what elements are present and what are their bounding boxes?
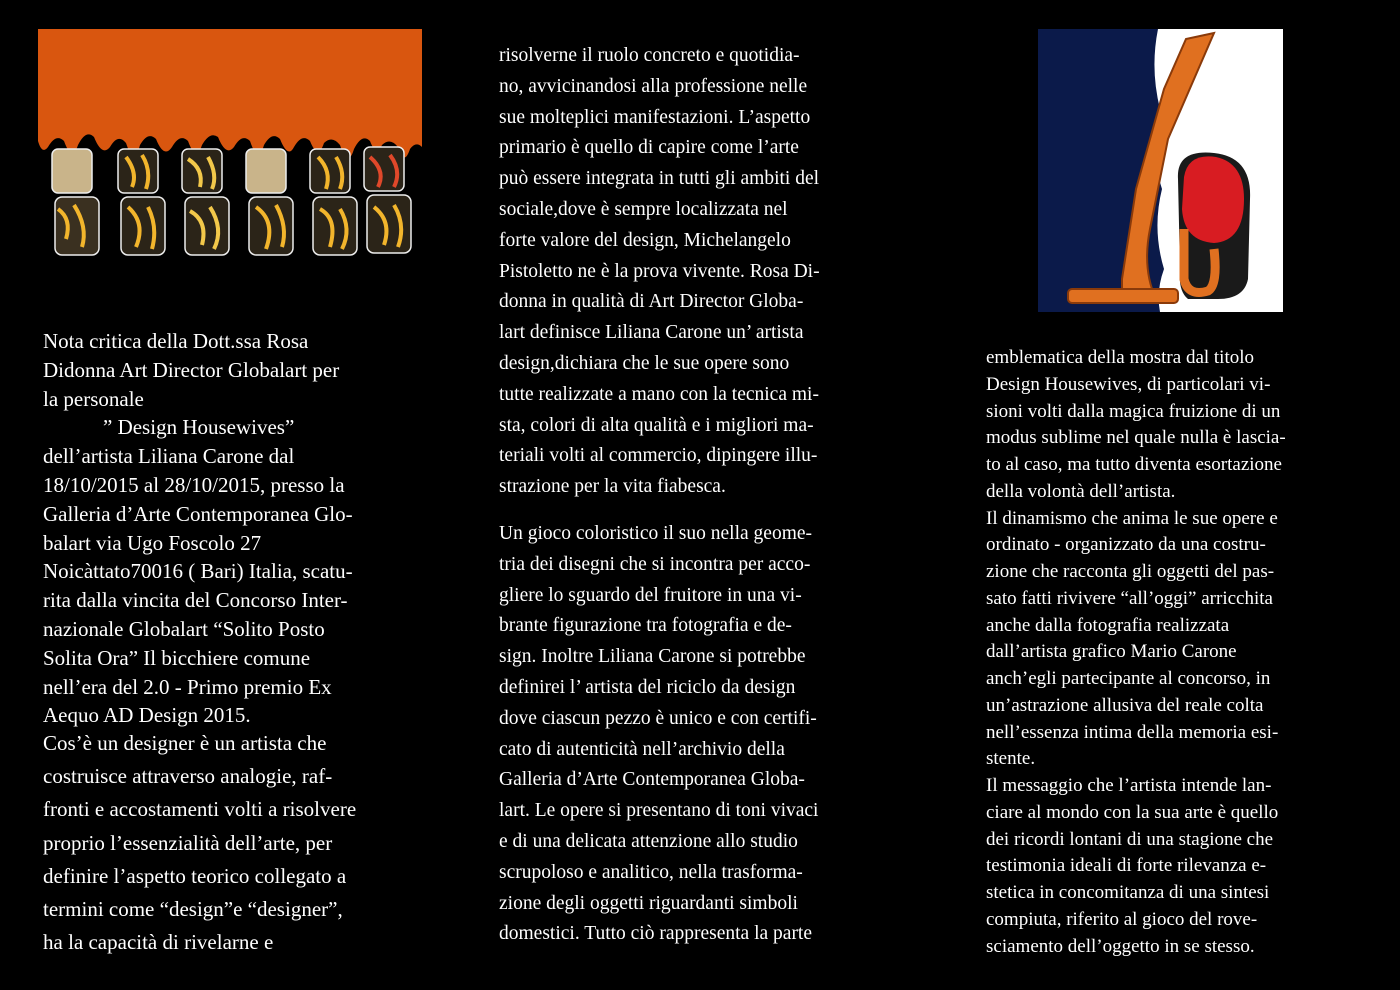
text-line: sciamento dell’oggetto in se stesso.	[986, 935, 1255, 957]
text-line: to al caso, ma tutto diventa esortazione	[986, 454, 1282, 475]
text-line: scrupoloso e analitico, nella trasforma-	[499, 861, 803, 883]
middle-column	[499, 41, 820, 950]
text-line: strazione per la vita fiabesca.	[499, 476, 726, 498]
text-line: può essere integrata in tutti gli ambiti del	[499, 168, 820, 190]
artwork-vacuum-image	[1038, 29, 1283, 312]
text-line: definirei l’ artista del riciclo da design	[499, 676, 796, 698]
text-line: nell’essenza intima della memoria esi-	[986, 721, 1279, 743]
text-line: ciare al mondo con la sua arte è quello	[986, 801, 1279, 823]
text-line: zione che racconta gli oggetti del pas-	[986, 561, 1275, 582]
text-line: tria dei disegni che si incontra per acco-	[499, 553, 811, 575]
text-line: sociale,dove è sempre localizzata nel	[499, 198, 788, 220]
text-line: teriali volti al commercio, dipingere illu-	[499, 445, 818, 467]
text-line: Un gioco coloristico il suo nella geome-	[499, 522, 813, 544]
paragraph-2	[499, 519, 820, 950]
text-line: Galleria d’Arte Contemporanea Glo-	[43, 501, 353, 526]
text-line: cato di autenticità nell’archivio della	[499, 738, 785, 760]
text-line: anche dalla fotografia realizzata	[986, 614, 1230, 636]
text-line: Cos’è un designer è un artista che	[43, 731, 327, 755]
text-line: fronti e accostamenti volti a risolvere	[43, 797, 357, 822]
text-line: 18/10/2015 al 28/10/2015, presso la	[43, 472, 345, 497]
text-line: nazionale Globalart “Solito Posto	[43, 616, 325, 641]
text-line: dove ciascun pezzo è unico e con certifi-	[499, 707, 817, 729]
text-line: sioni volti dalla magica fruizione di un	[986, 400, 1281, 422]
text-line: primario è quello di capire come l’arte	[499, 137, 799, 159]
text-line: ha la capacità di rivelarne e	[43, 930, 274, 955]
text-line: Il dinamismo che anima le sue opere e	[986, 507, 1278, 529]
text-line: Design Housewives, di particolari vi-	[986, 373, 1271, 395]
text-line: gliere lo sguardo del fruitore in una vi-	[499, 584, 802, 606]
text-line: costruisce attraverso analogie, raf-	[43, 764, 333, 789]
text-line: emblematica della mostra dal titolo	[986, 347, 1255, 368]
text-line: Noicàttato70016 ( Bari) Italia, scatu-	[43, 559, 353, 584]
text-line: ordinato - organizzato da una costru-	[986, 534, 1266, 556]
text-line: anch’egli partecipante al concorso, in	[986, 668, 1271, 689]
text-line: un’astrazione allusiva del reale colta	[986, 694, 1264, 716]
text-line: Pistoletto ne è la prova vivente. Rosa Di-	[499, 260, 820, 282]
artwork-jars-image	[38, 29, 422, 274]
text-line: forte valore del design, Michelangelo	[499, 229, 791, 251]
critical-note-body	[43, 727, 356, 959]
text-line: sato fatti rivivere “all’oggi” arricchita	[986, 587, 1273, 609]
text-line: stente.	[986, 748, 1036, 770]
text-line: design,dichiara che le sue opere sono	[499, 352, 790, 374]
text-line: Il messaggio che l’artista intende lan-	[986, 775, 1272, 796]
text-line: dei ricordi lontani di una stagione che	[986, 828, 1274, 850]
text-line: proprio l’essenzialità dell’arte, per	[43, 830, 333, 855]
text-line: sta, colori di alta qualità e i migliori ma-	[499, 414, 814, 436]
text-line: sue molteplici manifestazioni. L’aspetto	[499, 106, 811, 128]
text-line: modus sublime nel quale nulla è lascia-	[986, 427, 1286, 449]
paragraph-1	[499, 41, 820, 503]
text-line: donna in qualità di Art Director Globa-	[499, 291, 804, 313]
text-line: e di una delicata attenzione allo studio	[499, 830, 798, 852]
text-line: tutte realizzate a mano con la tecnica mi-	[499, 383, 819, 405]
text-line: zione degli oggetti riguardanti simboli	[499, 892, 798, 914]
text-line: la personale	[43, 386, 144, 411]
text-line: Galleria d’Arte Contemporanea Globa-	[499, 769, 805, 791]
exhibition-title-line: ” Design Housewives”	[103, 415, 295, 440]
text-line: Didonna Art Director Globalart per	[43, 357, 340, 382]
text-line: dall’artista grafico Mario Carone	[986, 641, 1237, 663]
text-line: rita dalla vincita del Concorso Inter-	[43, 588, 348, 613]
text-line: balart via Ugo Foscolo 27	[43, 530, 262, 555]
critical-note-heading	[43, 327, 353, 730]
text-line: stetica in concomitanza di una sintesi	[986, 882, 1270, 903]
text-line: nell’era del 2.0 - Primo premio Ex	[43, 674, 332, 699]
text-line: definire l’aspetto teorico collegato a	[43, 863, 347, 888]
text-line: compiuta, riferito al gioco del rove-	[986, 908, 1258, 930]
text-line: della volontà dell’artista.	[986, 480, 1176, 502]
text-line: lart. Le opere si presentano di toni vivaci	[499, 800, 819, 822]
text-line: Solita Ora” Il bicchiere comune	[43, 645, 311, 670]
right-column	[986, 345, 1286, 960]
text-line: sign. Inoltre Liliana Carone si potrebbe	[499, 646, 806, 668]
text-line: termini come “design”e “designer”,	[43, 897, 343, 922]
text-line: domestici. Tutto ciò rappresenta la parte	[499, 923, 813, 945]
text-line: risolverne il ruolo concreto e quotidia-	[499, 45, 800, 66]
text-line: no, avvicinandosi alla professione nelle	[499, 75, 808, 97]
text-line: Nota critica della Dott.ssa Rosa	[43, 329, 309, 353]
text-line: dell’artista Liliana Carone dal	[43, 444, 295, 469]
text-line: Aequo AD Design 2015.	[43, 703, 251, 728]
text-line: brante figurazione tra fotografia e de-	[499, 615, 792, 637]
text-line: testimonia ideali di forte rilevanza e-	[986, 855, 1267, 877]
text-line: lart definisce Liliana Carone un’ artista	[499, 322, 804, 344]
